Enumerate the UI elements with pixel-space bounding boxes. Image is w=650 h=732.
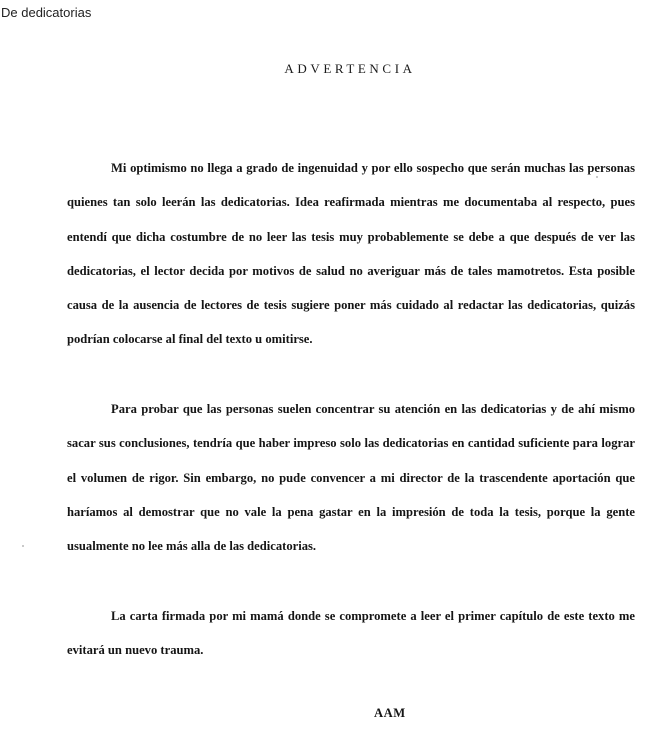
image-caption: De dedicatorias	[1, 5, 92, 20]
document-title: ADVERTENCIA	[284, 61, 416, 76]
signature-initials: AAM	[374, 706, 406, 720]
scanned-page	[0, 28, 650, 732]
paragraph-1: Mi optimismo no llega a grado de ingenuidad y por ello sospecho que serán muchas las personas quienes tan solo leerán las dedicatorias. Idea reafirmada mientras me documentaba al respecto, pues entendí que dicha costumbre de no leer las tesis muy probablemente se debe a que después de ver las dedicatorias, el lector decida por motivos de salud no averiguar más de tales mamotretos. Esta posible causa de la ausencia de lectores de tesis sugiere poner más cuidado al redactar las dedicatorias, quizás podrían colocarse al final del texto u omitirse.	[67, 161, 635, 347]
paragraph-2: Para probar que las personas suelen concentrar su atención en las dedicatorias y de ahí mismo sacar sus conclusiones, tendría que haber impreso solo las dedicatorias en cantidad suficiente para lograr el volumen de rigor. Sin embargo, no pude convencer a mi director de la trascendente aportación que haríamos al demostrar que no vale la pena gastar en la impresión de toda la tesis, porque la gente usualmente no lee más alla de las dedicatorias.	[67, 402, 635, 554]
scan-speck	[22, 545, 24, 547]
scan-speck	[596, 176, 598, 178]
paragraph-3: La carta firmada por mi mamá donde se compromete a leer el primer capítulo de este texto me evitará un nuevo trauma.	[67, 609, 635, 658]
